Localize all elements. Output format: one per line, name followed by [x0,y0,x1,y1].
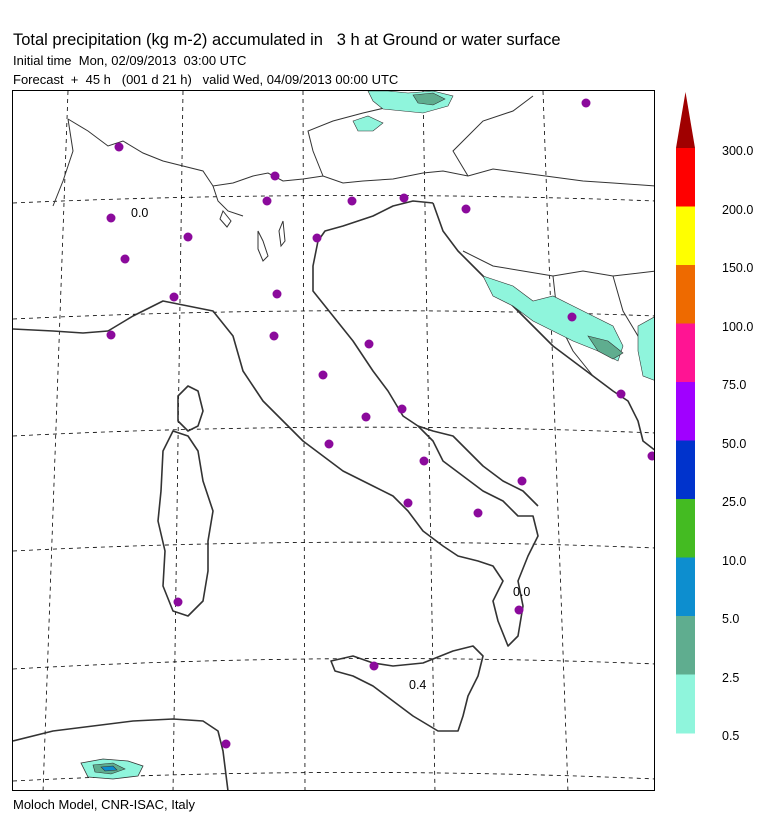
coastlines [13,201,655,791]
precipitation-map [12,90,655,791]
station-marker [515,606,524,615]
legend-label: 300.0 [722,144,754,158]
station-marker [420,457,429,466]
station-marker [107,214,116,223]
riviera-coast [13,329,108,333]
precip-area-light [353,116,383,131]
legend-label: 100.0 [722,319,754,334]
legend-label: 2.5 [722,670,740,685]
adriatic-coast [418,426,538,506]
legend-label: 50.0 [722,436,747,451]
station-marker [273,290,282,299]
parallel-line [13,427,655,436]
precip-areas [81,91,655,779]
sardinia-coast [158,431,213,616]
station-marker [270,332,279,341]
legend-label: 5.0 [722,612,740,626]
station-marker [648,452,656,461]
balkan-coast [433,203,655,451]
station-marker [170,293,179,302]
station-marker [263,197,272,206]
map-title: Total precipitation (kg m-2) accumulated in 3 h at Ground or water surface [13,31,561,49]
station-marker [404,499,413,508]
legend-swatch [676,616,695,675]
station-marker [400,194,409,203]
legend-label: 10.0 [722,553,747,568]
station-marker [362,413,371,422]
legend-swatch [676,558,695,617]
station-marker [568,313,577,322]
legend-colorbar [674,88,724,748]
station-marker [222,740,231,749]
station-marker [121,255,130,264]
parallel-line [13,195,655,203]
stations [107,99,656,749]
precip-value-label: 0.0 [513,585,531,599]
station-marker [319,371,328,380]
station-marker [370,662,379,671]
meridian-line [543,91,568,791]
station-marker [518,477,527,486]
croatia-border [463,251,655,276]
legend-swatch [676,324,695,383]
color-legend [674,88,760,748]
meridian-line [173,91,183,791]
station-marker [398,405,407,414]
station-marker [271,172,280,181]
legend-swatch [676,207,695,266]
legend-label: 25.0 [722,495,747,509]
forecast-valid-label: Forecast + 45 h (001 d 21 h) valid Wed, 04/09/2013 00:00 UTC [13,72,399,87]
precip-area-light [368,91,453,113]
station-marker [107,331,116,340]
lake [279,221,285,246]
precip-value-label: 0.4 [409,678,427,692]
lake [258,231,268,261]
station-marker [313,234,322,243]
hungary-border [453,96,533,176]
station-marker [115,143,124,152]
legend-swatch [676,382,695,441]
legend-label: 75.0 [722,378,747,392]
precip-area-light [638,316,655,381]
italy-coast [108,201,538,646]
station-marker [325,440,334,449]
swiss-border [213,186,243,216]
station-marker [617,390,626,399]
legend-label: 150.0 [722,261,754,275]
lakes [220,211,285,261]
legend-label: 200.0 [722,202,754,217]
station-marker [462,205,471,214]
station-marker [174,598,183,607]
map-canvas [13,91,655,791]
legend-swatch [676,441,695,500]
initial-time-label: Initial time Mon, 02/09/2013 03:00 UTC [13,53,247,68]
legend-swatch [676,92,695,148]
station-marker [365,340,374,349]
legend-swatch [676,675,695,734]
meridian-line [43,91,68,791]
station-marker [582,99,591,108]
station-marker [474,509,483,518]
corsica-coast [178,386,203,431]
parallel-line [13,542,655,551]
station-marker [348,197,357,206]
graticule [13,91,655,791]
africa-coast [13,719,228,791]
legend-swatch [676,499,695,558]
model-credit: Moloch Model, CNR-ISAC, Italy [13,797,196,812]
legend-swatch [676,148,695,207]
legend-label: 0.5 [722,729,740,743]
station-marker [184,233,193,242]
legend-swatch [676,265,695,324]
lake [220,211,231,227]
precip-value-label: 0.0 [131,206,149,220]
france-border [53,119,73,206]
